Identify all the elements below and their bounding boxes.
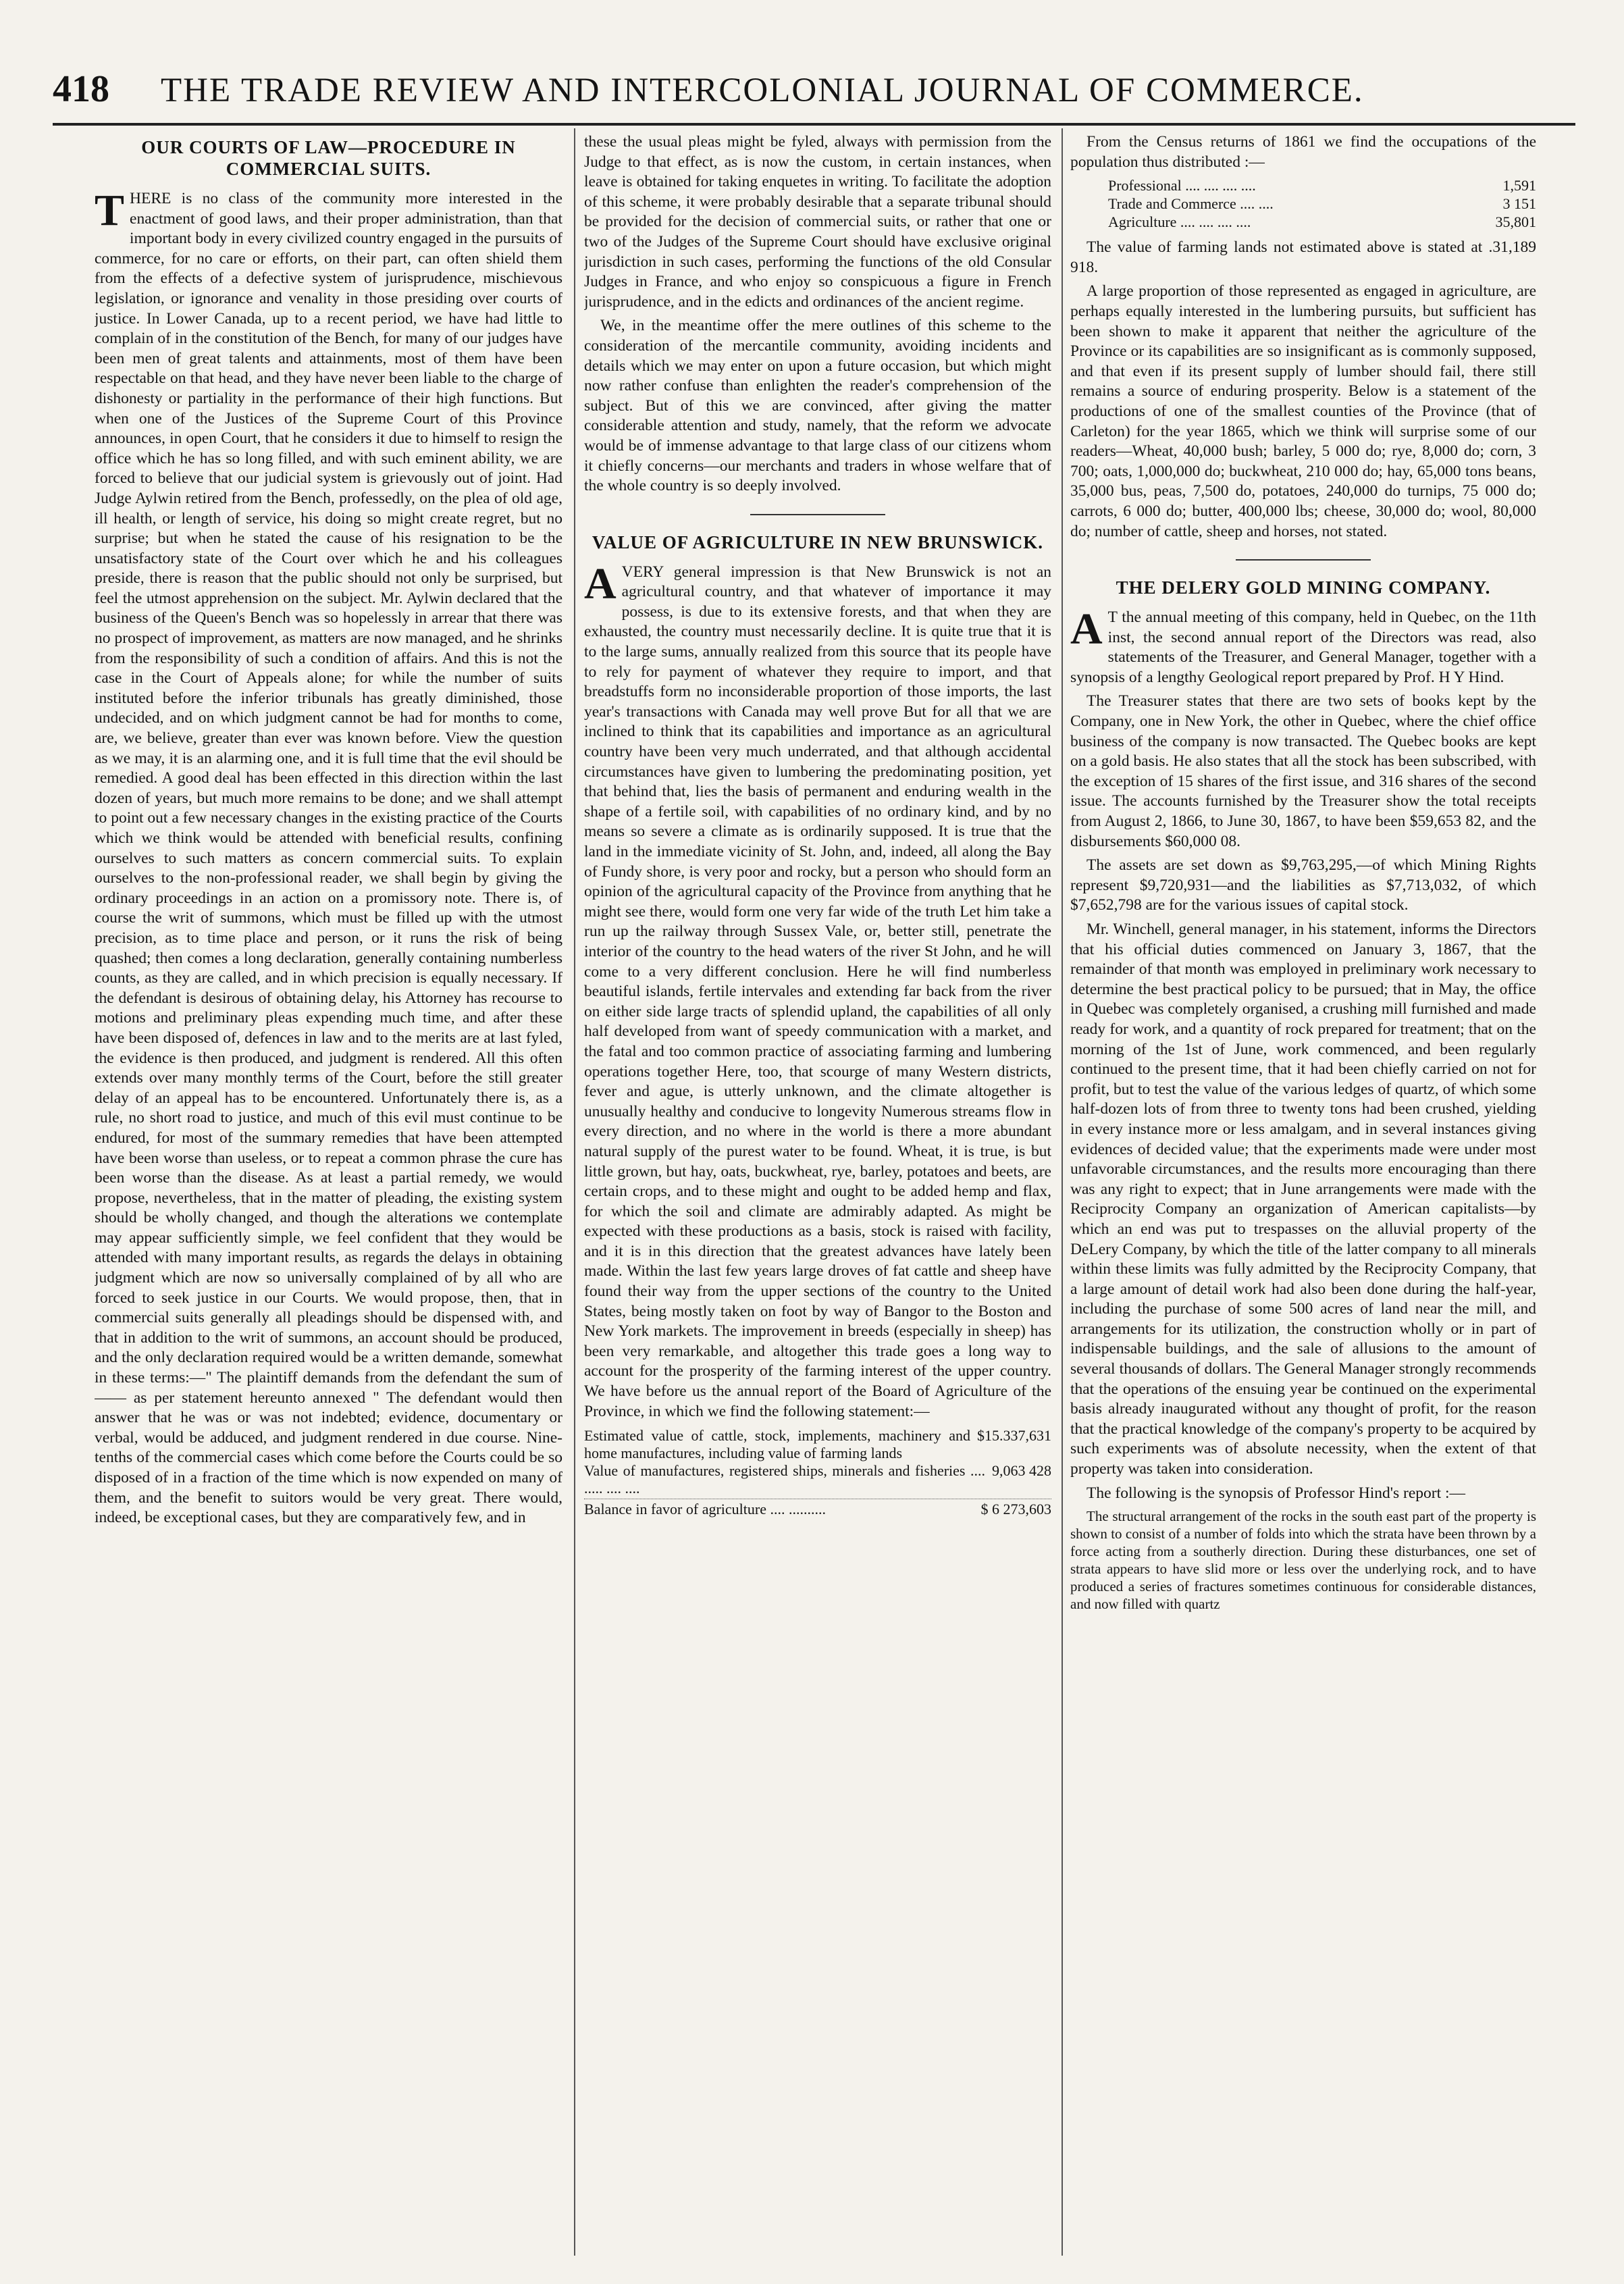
article-headline: THE DELERY GOLD MINING COMPANY. [1116,577,1491,598]
column-3 [1070,132,1536,2253]
financial-label: Balance in favor of agriculture .... .......... [584,1501,826,1518]
article-paragraph: A large proportion of those represented as engaged in agriculture, are perhaps equally interested in the lumbering pursuits, but sufficient has been shown to make it apparent that neither the agriculture of the Province or its capabilities are so insignificant as is commonly supposed, and that even if its present supply of lumber should fail, there still remains a source of enduring prosperity. Below is a statement of the productions of one of the smallest counties of the Province (that of Carleton) for the year 1865, which we think will surprise some of our readers—Wheat, 40,000 bush; barley, 5 000 do; rye, 8,000 do; corn, 3 700; oats, 1,000,000 do; buckwheat, 210 000 do; hay, 65,000 tons beans, 35,000 bus, peas, 7,500 do, potatoes, 240,000 do turnips, 75 000 do; carrots, 6 000 do; butter, 400,000 lbs; cheese, 30,000 do; wool, 80,000 do; number of cattle, sheep and horses, not stated. [1070,282,1536,540]
financial-row [584,1462,1051,1497]
article-headline: OUR COURTS OF LAW—PROCEDURE IN COMMERCIAL SUITS. [141,137,516,179]
article-paragraph: The value of farming lands not estimated above is stated at .31,189 918. [1070,238,1536,276]
drop-cap: T [95,186,125,235]
occupation-row [1070,213,1536,231]
financial-value: 9,063 428 [992,1462,1051,1480]
page-number: 418 [53,68,109,110]
occupation-value: 35,801 [1495,213,1536,231]
occupation-name: Trade and Commerce .... .... [1108,195,1274,213]
journal-title: THE TRADE REVIEW AND INTERCOLONIAL JOURNAL OF COMMERCE. [161,72,1364,109]
financial-value: $15.337,631 [977,1427,1051,1445]
occupation-value: 1,591 [1502,177,1536,194]
article-paragraph: The assets are set down as $9,763,295,—of which Mining Rights represent $9,720,931—and the liabilities as $7,713,032, of which $7,652,798 are for the various issues of capital stock. [1070,856,1536,914]
article-paragraph: The Treasurer states that there are two sets of books kept by the Company, one in New York, the other in Quebec, where the chief office business of the company is now transacted. The Quebec books are kept on a gold basis. He also states that all the stock has been subscribed, with the exception of 15 shares of the first issue, and 316 shares of the second issue. The accounts furnished by the Treasurer show the total receipts from August 2, 1866, to June 30, 1867, to have been $59,653 82, and the disbursements $60,000 08. [1070,692,1536,850]
occupation-name: Agriculture .... .... .... .... [1108,213,1251,231]
article-paragraph: Mr. Winchell, general manager, in his statement, informs the Directors that his official duties commenced on January 3, 1867, that the remainder of that month was employed in preliminary work necessary to determine the best practical policy to be pursued; that in May, the office in Quebec was completely organised, a crushing mill furnished and made ready for work, and a quantity of rock prepared for treatment; that on the morning of the 1st of June, work commenced, and been regularly continued to the present time, that it had been chiefly carried on not for profit, but to test the value of the various ledges of quartz, of which some half-dozen lots of from three to twenty tons had been crushed, yielding in every instance more or less amalgam, and in several instances giving evidences of decided value; that the experiments made were under most unfavorable circumstances, and the results more encouraging than there was any right to expect; that in June arrangements were made with the Reciprocity Company an organization of American capitalists—by which an end was put to trespasses on the alluvial property of the DeLery Company, by which the title of the latter company to all minerals within these limits was fully admitted by the Reciprocity Company, that a large amount of detail work had also been done during the half-year, including the purchase of some 500 acres of land near the mill, and arrangements for its utilization, the construction wholly or in part of indispensable buildings, and the sale of allusions to the amount of several thousands of dollars. The General Manager strongly recommends that the operations of the ensuing year be continued on the experimental basis already inaugurated without any thought of profit, for the reason that the practical knowledge of the company's property to be acquired by such experiments was of absolute necessity, when the extent of that property was taken into consideration. [1070,920,1536,1478]
article-paragraph: The following is the synopsis of Professor Hind's report :— [1086,1484,1466,1502]
article-paragraph: We, in the meantime offer the mere outlines of this scheme to the consideration of the mercantile community, avoiding incidents and details which we may enter on upon a future occasion, but which might now rather confuse than enlighten the reader's comprehension of the subject. But of this we are convinced, after giving the matter considerable attention and study, namely, that the reform we advocate would be of immense advantage to that large class of our citizens whom it chiefly concerns—our merchants and traders in whose welfare that of the whole country is so deeply involved. [584,317,1051,495]
column-1 [95,132,562,2253]
financial-label: Estimated value of cattle, stock, implements, machinery and home manufactures, including value of farming lands [584,1427,970,1462]
drop-cap: A [584,559,617,608]
financial-row [584,1501,1051,1518]
report-excerpt: The structural arrangement of the rocks in the south east part of the property is shown to consist of a number of folds into which the strata have been thrown by a force acting from a southerly direction. During these disturbances, one set of strata appears to have slid more or less over the underlying rock, and to have produced a series of fractures sometimes continuous for considerable distances, and now filled with quartz [1070,1508,1536,1613]
article-headline: VALUE OF AGRICULTURE IN NEW BRUNSWICK. [592,531,1044,552]
column-2 [584,132,1051,2253]
article-paragraph: these the usual pleas might be fyled, always with permission from the Judge to that effect, as is now the custom, in certain instances, when leave is obtained for taking enquetes in writing. To facilitate the adoption of this scheme, it were probably desirable that a separate tribunal should be provided for the decision of commercial suits, or rather that one or two of the Judges of the Supreme Court should have exclusive original jurisdiction in such cases, performing the functions of the old Consular Judges in France, and who enjoy so conspicuous a figure in French jurisprudence, and in the edicts and ordinances of the ancient regime. [584,133,1051,311]
page-header [53,68,1575,109]
article-separator [750,514,885,515]
financial-row [584,1427,1051,1462]
financial-table [584,1427,1051,1518]
article-separator [1236,559,1371,561]
article-paragraph: From the Census returns of 1861 we find the occupations of the population thus distributed :— [1070,133,1536,171]
occupation-row [1070,176,1536,194]
article-paragraph: THERE is no class of the community more interested in the enactment of good laws, and their proper administration, than that important body in every civilized country engaged in the pursuits of commerce, for no care or efforts, on their part, can often shield them from the effects of a defective system of jurisprudence, mischievous legislation, or ignorance and venality in those presiding over courts of justice. In Lower Canada, up to a recent period, we have had little to complain of in the constitution of the Bench, for many of our judges have been men of great talents and attainments, most of them have been respectable on that head, and they have never been liable to the charge of dishonesty or partiality in the performance of their high functions. But when one of the Justices of the Supreme Court of this Province announces, in open Court, that he considers it due to himself to resign the office which he has so long filled, and with such eminent ability, we are forced to believe that our judicial system is grievously out of joint. Had Judge Aylwin retired from the Bench, professedly, on the plea of old age, ill health, or length of service, his doing so might create regret, but no surprise; but when he stated the cause of his resignation to be the unsatisfactory state of the Court over which he and his colleagues preside, there is reason that the public should not only be surprised, but feel the utmost apprehension on the subject. Mr. Aylwin declared that the business of the Queen's Bench was so hopelessly in arrear that there was no prospect of improvement, as matters are now managed, and he shrinks from the responsibility of such a condition of affairs. And this is not the case in the Court of Appeals alone; for while the number of suits instituted before the inferior tribunals has greatly diminished, those undecided, and on which judgment cannot be had for months to come, are, we believe, greater than ever was known before. View the question as we may, it is an alarming one, and it is full time that the evil should be remedied. A good deal has been effected in this direction within the last dozen of years, but much more remains to be done; and we shall attempt to point out a few necessary changes in the existing practice of the Courts which we think would be attended with beneficial results, confining ourselves to such matters as concern commercial suits. To explain ourselves to the non-professional reader, we shall begin by giving the ordinary proceedings in an action on a promissory note. There is, of course the writ of summons, which must be filled up with the utmost precision, as to time place and person, or it runs the risk of being quashed; then comes a long declaration, generally containing numberless counts, as they are called, and in which precision is equally necessary. If the defendant is desirous of obtaining delay, his Attorney has recourse to motions and preliminary pleas expending much time, and after these have been disposed of, defences in law and to the merits are at last fyled, the evidence is then produced, and judgment is rendered. All this often extends over many monthly terms of the Court, before the still greater delay of an appeal has to be encountered. Unfortunately there is, as a rule, no short road to justice, and much of this evil must continue to be endured, for most of the summary remedies that have been attempted have been worse than useless, or to repeat a common phrase the cure has been worse than the disease. As at least a partial remedy, we would propose, nevertheless, that in the matter of pleading, the existing system should be wholly changed, and though the alterations we contemplate may appear sufficiently simple, we feel confident that they would be attended with many important results, as regards the delays in obtaining judgment which are now so universally complained of by all who are forced to seek justice in our Courts. We would propose, then, that in commercial suits generally all pleadings should be dispensed with, and that in addition to the writ of summons, an account should be produced, and the only declaration required would be a written demande, somewhat in these terms:—" The plaintiff demands from the defendant the sum of —— as per statement hereunto annexed " The defendant would then answer that he was or was not indebted; evidence, documentary or verbal, would be adduced, and judgment rendered in due course. Nine-tenths of the commercial cases which come before the Courts could be so disposed of in a fraction of the time which is now expended on many of them, and the benefit to suitors would be very great. There would, indeed, be exceptional cases, but they are comparatively few, and in [95,186,562,1527]
article-paragraph: A T the annual meeting of this company, held in Quebec, on the 11th inst, the second annual report of the Directors was read, also statements of the Treasurer, and General Manager, together with a synopsis of a lengthy Geological report prepared by Prof. H Y Hind. [1070,604,1536,686]
financial-label: Value of manufactures, registered ships, minerals and fisheries .... ..... .... .... [584,1462,985,1497]
article-paragraph: A VERY general impression is that New Brunswick is not an agricultural country, and that whatever of importance it may possess, is due to its extensive forests, and that when they are exhausted, the country must necessarily decline. It is quite true that it is to the large sums, annually realized from this source that its people have to rely for payment of whatever they require to import, and that breadstuffs form no inconsiderable proportion of those imports, the last year's transactions with Canada may well prove But for all that we are inclined to think that its capabilities and importance as an agricultural country have been very much underrated, and that although accidental circumstances have given to lumbering the predominating position, yet that behind that, lies the basis of permanent and enduring wealth in the shape of a fertile soil, with capabilities of no ordinary kind, and by no means so severe a climate as is ordinarily supposed. It is true that the land in the immediate vicinity of St. John, and, indeed, all along the Bay of Fundy shore, is very poor and rocky, but a person who should form an opinion of the agricultural capacity of the Province from anything that he might see there, would form one very far wide of the truth Let him take a run up the railway through Sussex Vale, or, better still, penetrate the interior of the country to the head waters of the river St John, and he will come to a very different conclusion. Here he will find numberless beautiful islands, fertile intervales and extending far back from the river on either side large tracts of splendid upland, the capabilities of all only half developed from want of speedy communication with a market, and the fatal and too common practice of associating farming and lumbering operations together Here, too, that scourge of many Western districts, fever and ague, is utterly unknown, and the climate altogether is unusually healthy and conducive to longevity Numerous streams flow in every direction, and no where in the world is there a more abundant natural supply of the purest water to be found. Wheat, it is true, is but little grown, but hay, oats, buckwheat, rye, barley, potatoes and beets, are certain crops, and to these might and ought to be added hemp and flax, for which the soil and climate are admirably adapted. As might be expected with these productions as a basis, stock is raised with facility, and it is in this direction that the greatest advances have lately been made. Within the last few years large droves of fat cattle and sheep have found their way from the upper sections of the country to the United States, being mostly taken on foot by way of Bangor to the Boston and New York markets. The improvement in breeds (especially in sheep) has been very remarkable, and altogether this trade goes a long way to account for the prosperity of the farming interest of the upper country. We have before us the annual report of the Board of Agriculture of the Province, in which we find the following statement:— [584,559,1051,1420]
occupation-row [1070,194,1536,213]
column-divider [1062,128,1063,2256]
occupations-table [1070,176,1536,231]
drop-cap: A [1070,604,1103,654]
occupation-value: 3 151 [1502,195,1536,213]
column-divider [574,128,575,2256]
financial-value: $ 6 273,603 [980,1501,1051,1518]
header-rule [53,123,1575,126]
occupation-name: Professional .... .... .... .... [1108,177,1256,194]
